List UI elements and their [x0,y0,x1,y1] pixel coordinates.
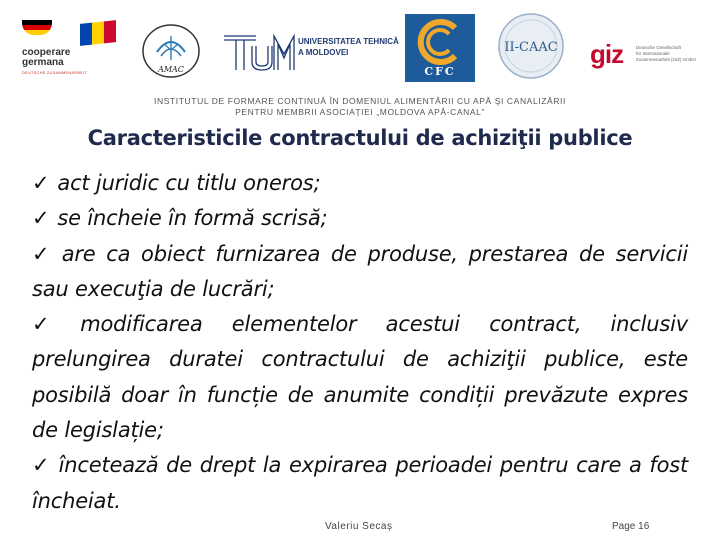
coop-text-1: cooperare [22,47,71,58]
check-icon: ✓ [32,241,54,266]
caac-emblem-icon [497,12,565,80]
amac-emblem-icon [140,22,202,80]
ii-caac-logo [497,12,565,80]
amac-logo [140,22,202,80]
giz-logo [590,40,710,70]
list-item [32,201,688,236]
utm-text [298,36,399,58]
characteristics-list [32,166,688,519]
utm-logo [222,30,399,74]
utm-text-2: A MOLDOVEI [298,48,349,57]
giz-wordmark: giz [590,39,624,69]
institution-line-2: PENTRU MEMBRII ASOCIAȚIEI „MOLDOVA APĂ-CANAL” [235,107,485,117]
coop-text-2: germana [22,57,64,68]
cfc-logo [405,14,475,82]
moldova-flag-icon [80,20,116,46]
giz-line-3: Zusammenarbeit (GIZ) GmbH [636,57,696,62]
footer-author: Valeriu Secaș [325,521,393,532]
cfc-emblem-icon [405,14,475,66]
cooperare-germana-logo [18,18,118,78]
list-item [32,237,688,308]
list-item-text: are ca obiect furnizarea de produse, prestarea de servicii sau execuţia de lucrări; [32,241,688,301]
list-item [32,448,688,519]
list-item-text: se încheie în formă scrisă; [57,206,328,231]
giz-descriptor [636,45,696,63]
slide-title: Caracteristicile contractului de achiziţii publice [87,126,633,150]
check-icon: ✓ [32,171,50,195]
cfc-label: CFC [424,65,456,78]
list-item [32,307,688,448]
caac-label: II-CAAC [504,40,558,55]
list-item [32,166,688,201]
utm-monogram-icon [222,30,296,74]
list-item-text: încetează de drept la expirarea perioadei pentru care a fost încheiat. [32,453,688,513]
german-flag-icon [22,20,52,35]
list-item-text: act juridic cu titlu oneros; [57,171,321,195]
page-number: Page 16 [612,521,650,532]
giz-line-2: für Internationale [636,51,670,56]
logo-bar [0,0,720,90]
list-item-text: modificarea elementelor acestui contract, inclusiv prelungirea duratei contractului de achiziţii publice, este posibilă doar în funcție de anumite condiții prevăzute expres de legislație; [32,312,688,443]
check-icon: ✓ [32,312,73,337]
giz-line-1: Deutsche Gesellschaft [636,45,682,50]
coop-text-3: DEUTSCHE ZUSAMMENARBEIT [22,70,88,75]
utm-text-1: UNIVERSITATEA TEHNICĂ [298,37,399,46]
institution-line-1: INSTITUTUL DE FORMARE CONTINUĂ ÎN DOMENIUL ALIMENTĂRII CU APĂ ŞI CANALIZĂRII [154,96,566,106]
check-icon: ✓ [32,206,50,231]
check-icon: ✓ [32,453,51,478]
amac-label: AMAC [158,65,184,74]
